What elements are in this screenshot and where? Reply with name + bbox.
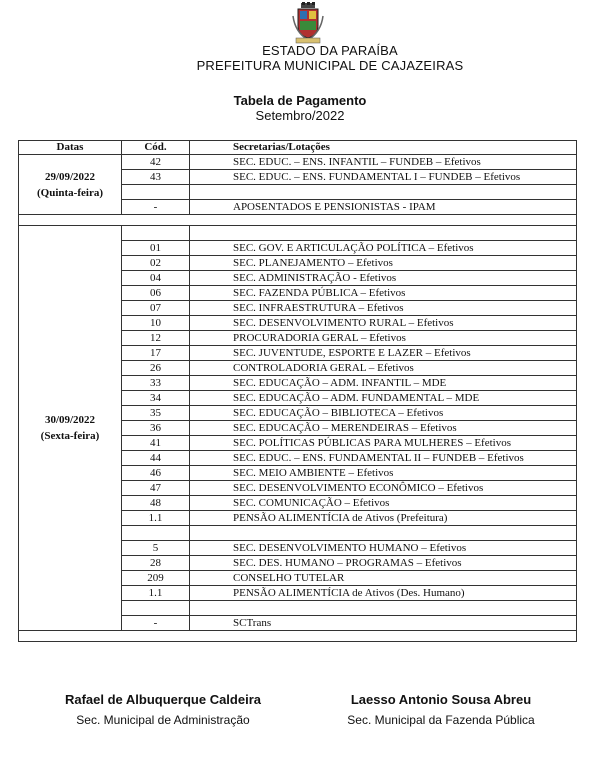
sec-cell: SEC. FAZENDA PÚBLICA – Efetivos [190, 286, 577, 301]
sec-cell: SCTrans [190, 616, 577, 631]
sec-cell: PENSÃO ALIMENTÍCIA de Ativos (Des. Humano) [190, 586, 577, 601]
cod-cell [122, 526, 190, 541]
cod-cell: 02 [122, 256, 190, 271]
sec-cell [190, 526, 577, 541]
cod-cell: 43 [122, 170, 190, 185]
sec-cell: SEC. GOV. E ARTICULAÇÃO POLÍTICA – Efetivos [190, 241, 577, 256]
sec-cell: SEC. EDUC. – ENS. INFANTIL – FUNDEB – Efetivos [190, 155, 577, 170]
date-text: 30/09/2022 [44, 414, 96, 426]
sec-cell: SEC. INFRAESTRUTURA – Efetivos [190, 301, 577, 316]
separator-cell [19, 215, 577, 226]
header-datas: Datas [19, 141, 122, 155]
sec-cell [190, 601, 577, 616]
signatory-name: Laesso Antonio Sousa Abreu [350, 692, 532, 707]
cod-cell: 47 [122, 481, 190, 496]
municipal-crest-logo [289, 2, 327, 44]
table-row [19, 155, 577, 170]
cod-cell: 48 [122, 496, 190, 511]
table-row [19, 226, 577, 241]
separator-row [19, 631, 577, 642]
cod-cell: 17 [122, 346, 190, 361]
cod-cell: 36 [122, 421, 190, 436]
payment-table [18, 140, 577, 642]
page-title: Tabela de Pagamento [233, 93, 367, 108]
signatory-role: Sec. Municipal da Fazenda Pública [347, 713, 535, 727]
sec-cell: SEC. EDUC. – ENS. FUNDAMENTAL I – FUNDEB – Efetivos [190, 170, 577, 185]
signatory-name: Rafael de Albuquerque Caldeira [64, 692, 261, 707]
sec-cell: CONTROLADORIA GERAL – Efetivos [190, 361, 577, 376]
date-text: 29/09/2022 [44, 170, 96, 183]
cod-cell: 26 [122, 361, 190, 376]
cod-cell: - [122, 616, 190, 631]
weekday-text: (Sexta-feira) [40, 430, 100, 442]
sec-cell: SEC. EDUCAÇÃO – ADM. INFANTIL – MDE [190, 376, 577, 391]
cod-cell: 41 [122, 436, 190, 451]
signature-block-treasury [306, 692, 576, 727]
cod-cell: 1.1 [122, 511, 190, 526]
sec-cell: SEC. EDUC. – ENS. FUNDAMENTAL II – FUNDEB – Efetivos [190, 451, 577, 466]
cod-cell: 01 [122, 241, 190, 256]
sec-cell [190, 185, 577, 200]
sec-cell: SEC. PLANEJAMENTO – Efetivos [190, 256, 577, 271]
separator-cell [19, 631, 577, 642]
sec-cell [190, 226, 577, 241]
sec-cell: SEC. ADMINISTRAÇÃO - Efetivos [190, 271, 577, 286]
sec-cell: SEC. DES. HUMANO – PROGRAMAS – Efetivos [190, 556, 577, 571]
sec-cell: SEC. DESENVOLVIMENTO ECONÔMICO – Efetivos [190, 481, 577, 496]
cod-cell: 209 [122, 571, 190, 586]
sec-cell: CONSELHO TUTELAR [190, 571, 577, 586]
cod-cell: 34 [122, 391, 190, 406]
sec-cell: SEC. MEIO AMBIENTE – Efetivos [190, 466, 577, 481]
cod-cell: 12 [122, 331, 190, 346]
weekday-text: (Quinta-feira) [37, 186, 103, 199]
cod-cell [122, 601, 190, 616]
cod-cell: 33 [122, 376, 190, 391]
signature-block-administration [28, 692, 298, 727]
cod-cell: 42 [122, 155, 190, 170]
header-secretarias: Secretarias/Lotações [190, 141, 577, 155]
page-subtitle: Setembro/2022 [255, 108, 345, 123]
sec-cell: PENSÃO ALIMENTÍCIA de Ativos (Prefeitura) [190, 511, 577, 526]
state-name: ESTADO DA PARAÍBA [262, 43, 398, 58]
prefecture-name: PREFEITURA MUNICIPAL DE CAJAZEIRAS [196, 58, 464, 73]
cod-cell: 5 [122, 541, 190, 556]
cod-cell: 07 [122, 301, 190, 316]
date-cell-group2 [19, 226, 122, 631]
sec-cell: SEC. EDUCAÇÃO – ADM. FUNDAMENTAL – MDE [190, 391, 577, 406]
sec-cell: SEC. DESENVOLVIMENTO HUMANO – Efetivos [190, 541, 577, 556]
sec-cell: SEC. EDUCAÇÃO – MERENDEIRAS – Efetivos [190, 421, 577, 436]
cod-cell: 04 [122, 271, 190, 286]
sec-cell: SEC. JUVENTUDE, ESPORTE E LAZER – Efetivos [190, 346, 577, 361]
separator-row [19, 215, 577, 226]
cod-cell: 35 [122, 406, 190, 421]
cod-cell: 44 [122, 451, 190, 466]
sec-cell: SEC. EDUCAÇÃO – BIBLIOTECA – Efetivos [190, 406, 577, 421]
cod-cell: - [122, 200, 190, 215]
header-cod: Cód. [122, 141, 190, 155]
cod-cell: 1.1 [122, 586, 190, 601]
cod-cell [122, 185, 190, 200]
cod-cell: 10 [122, 316, 190, 331]
cod-cell: 46 [122, 466, 190, 481]
cod-cell: 28 [122, 556, 190, 571]
sec-cell: SEC. DESENVOLVIMENTO RURAL – Efetivos [190, 316, 577, 331]
table-header-row [19, 141, 577, 155]
sec-cell: SEC. POLÍTICAS PÚBLICAS PARA MULHERES – Efetivos [190, 436, 577, 451]
date-cell-group1 [19, 155, 122, 215]
sec-cell: SEC. COMUNICAÇÃO – Efetivos [190, 496, 577, 511]
signatory-role: Sec. Municipal de Administração [76, 713, 250, 727]
sec-cell: APOSENTADOS E PENSIONISTAS - IPAM [190, 200, 577, 215]
cod-cell: 06 [122, 286, 190, 301]
cod-cell [122, 226, 190, 241]
sec-cell: PROCURADORIA GERAL – Efetivos [190, 331, 577, 346]
group2-body [19, 226, 577, 631]
